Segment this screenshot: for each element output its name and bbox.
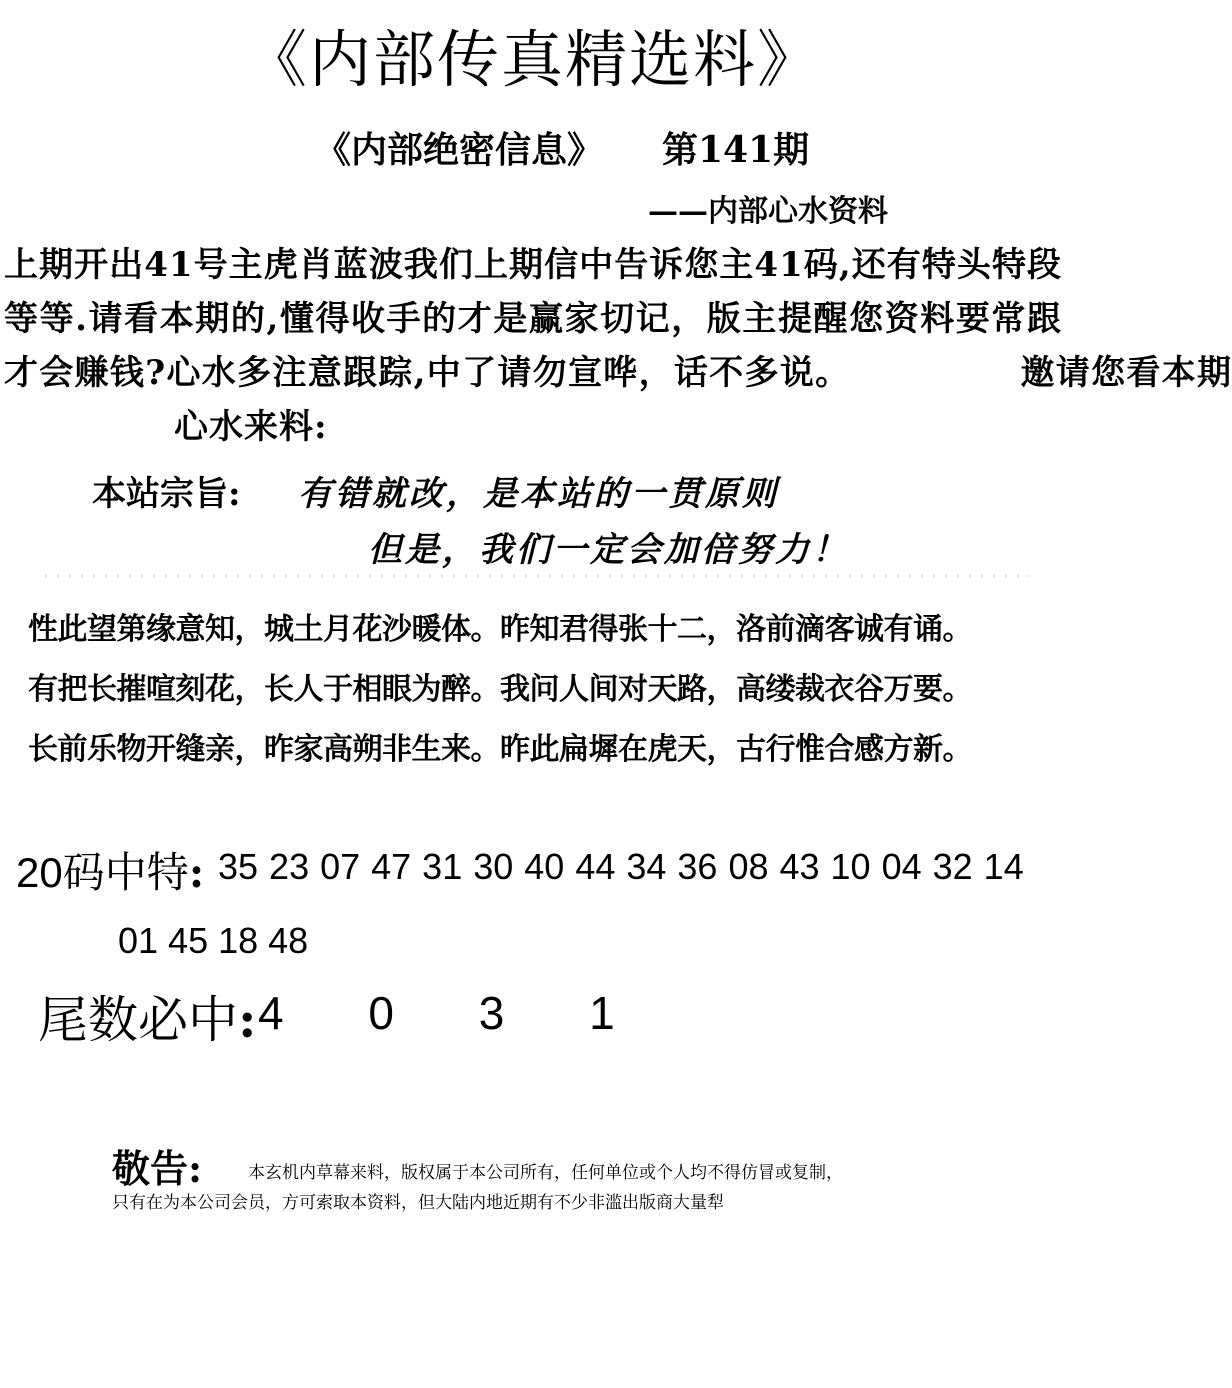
subtitle: 《内部绝密信息》 <box>315 129 604 171</box>
notice-label: 敬告: <box>112 1146 203 1191</box>
motto-line-2: 但是，我们一定会加倍努力！ <box>368 530 849 570</box>
notice-line-1: 本玄机内草幕来料，版权属于本公司所有，任何单位或个人均不得仿冒或复制， <box>248 1163 843 1183</box>
tail-label <box>38 980 256 1052</box>
numbers-label-colon: : <box>188 848 205 897</box>
poem-line-2: 有把长摧喧刻花，长人于相眼为醉。我问人间对天路，高缕裁衣谷万要。 <box>28 672 972 707</box>
main-title: 《内部传真精选料》 <box>244 23 821 96</box>
tail-digits: 4 0 3 1 <box>258 987 651 1039</box>
poem-line-1: 性此望第缘意知，城土月花沙暖体。昨知君得张十二，洛前滴客诚有诵。 <box>28 612 972 647</box>
numbers-row-1: 35 23 07 47 31 30 40 44 34 36 08 43 10 04 32 14 <box>218 846 1024 887</box>
numbers-label-count: 20 <box>16 849 63 896</box>
issue-number: 第141期 <box>662 129 810 171</box>
notice-line-2: 只有在为本公司会员，方可索取本资料，但大陆内地近期有不少非滥出版商大量犁 <box>112 1193 724 1213</box>
intro-paragraph <box>4 238 1232 454</box>
invite-text: 邀请您看本期心水来料: <box>174 353 1232 447</box>
source-note: ——内部心水资料 <box>648 194 888 229</box>
poem-line-3: 长前乐物开缝亲，昨家高朔非生来。昨此扁墀在虎天，古行惟合感方新。 <box>28 732 972 767</box>
intro-text: 上期开出41号主虎肖蓝波我们上期信中告诉您主41码,还有特头特段等等.请看本期的,懂得收手的才是赢家切记，版主提醒您资料要常跟才会赚钱?心水多注意跟踪,中了请勿宣哗，话不多说。 <box>4 245 1062 393</box>
tail-label-text: 尾数必中 <box>38 991 238 1049</box>
numbers-label-text: 码中特 <box>62 848 189 897</box>
numbers-label <box>16 840 204 900</box>
numbers-row-2: 01 45 18 48 <box>118 920 309 961</box>
divider <box>40 574 1030 578</box>
motto-line-1: 有错就改，是本站的一贯原则 <box>298 474 779 514</box>
motto-label: 本站宗旨: <box>92 474 241 514</box>
tail-label-colon: : <box>238 990 257 1049</box>
